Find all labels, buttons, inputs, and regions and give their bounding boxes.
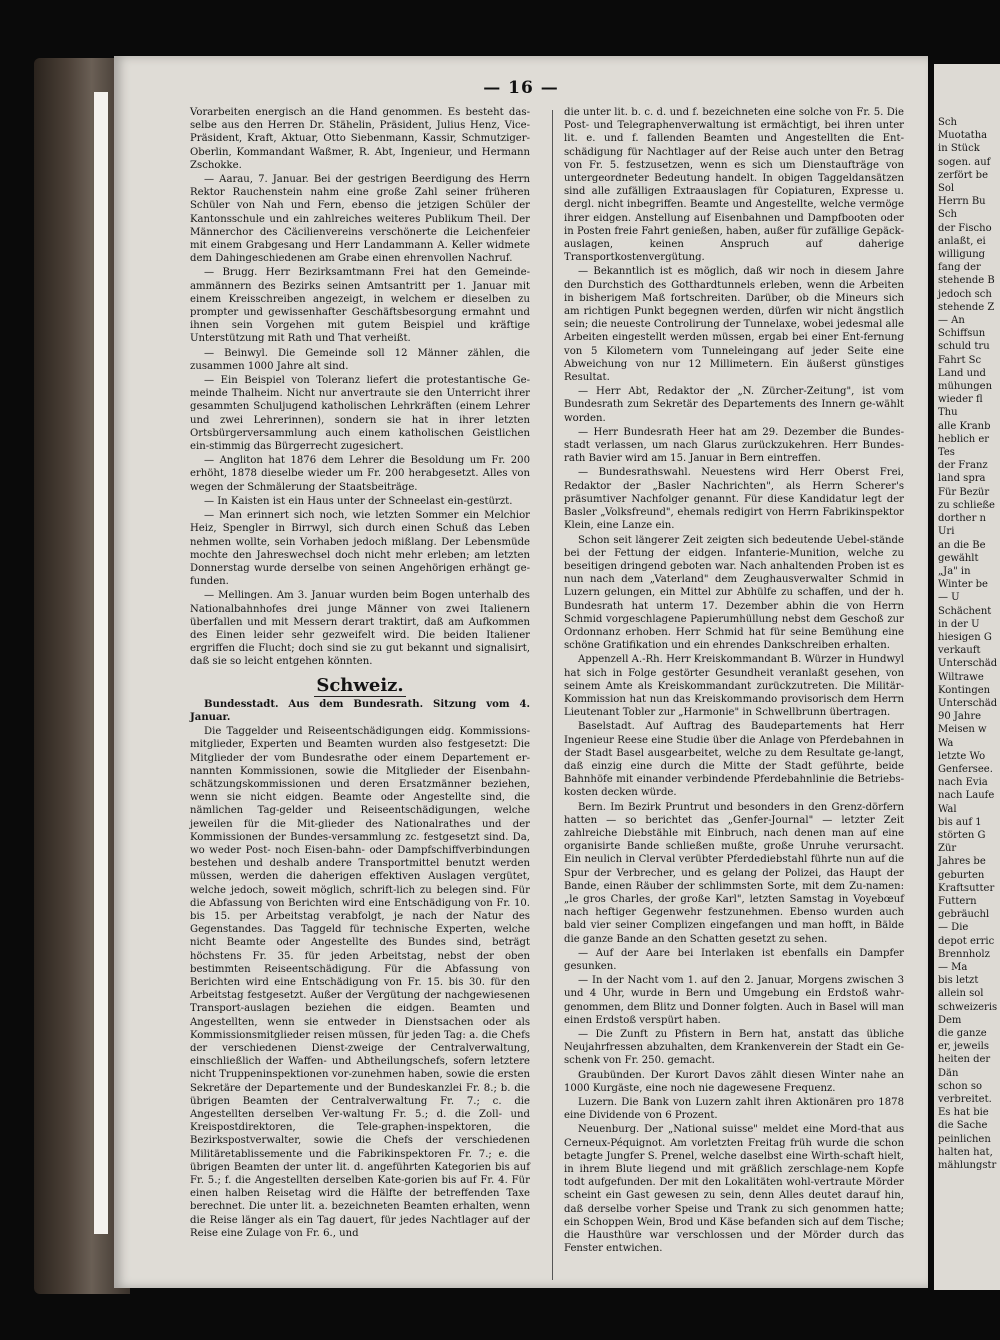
next-page-fragment: Uri [938, 526, 955, 538]
next-page-fragment: alle Kranb [938, 420, 991, 432]
next-page-fragment: verkauft [938, 645, 981, 657]
next-page-fragment: bis letzt [938, 975, 979, 987]
paragraph: Bern. Im Bezirk Pruntrut und besonders in den Grenz-dörfern hatten — so berichtet das „Genfer-Journal" — letzter Zeit zahlreiche Diebstähle mit Einbruch, nach denen man auf eine organisirte Bande schließen mußte, große Unruhe verursacht. Ein neulich in Clerval verübter Pferdediebstahl führte nun auf die Spur der Verbrecher, und es gelang der Polizei, das Haupt der Bande, einen Räuber der schlimmsten Sorte, mit dem Zu-namen: „le gros Charles, der große Karl", letzten Samstag in Voyebœuf nach heftiger Gegenwehr festzunehmen. Ebenso wurden auch bald vier seiner Complizen eingefangen und man hofft, in Bälde die ganze Bande an den Schatten gesetzt zu sehen. [564, 801, 904, 945]
next-page-fragment: Schiffsun [938, 328, 986, 340]
paragraph: — Man erinnert sich noch, wie letzten Sommer ein Melchior Heiz, Spengler in Birrwyl, sich durch einen Schuß das Leben nehmen wollte, sein Vorhaben jedoch mißlang. Der Lebensmüde mochte den Jahreswechsel doch nicht mehr erleben; am letzten Donnerstag wurde derselbe von seinen Angehörigen erhängt ge-funden. [190, 510, 530, 588]
next-page-fragment: zu schließe [938, 499, 995, 511]
paragraph: Schon seit längerer Zeit zeigten sich bedeutende Uebel-stände bei der Fettung der eidgen. Infanterie-Munition, welche zu beseitigen dringend geboten war. Nach anhaltenden Proben ist es nun nach dem „Vaterland" dem Zeughausverwalter Schmid in Luzern gelungen, ein Mittel zur Abhülfe zu schaffen, und der h. Bundesrath hat unterm 17. Dezember abhin die von Herrn Schmid vorgeschlagene Papierumhüllung nebst dem Geschoß zur Ordonnanz erhoben. Herr Schmid hat für seine Bemühung eine schöne Gratifikation und ein ehrendes Dankschreiben erhalten. [564, 534, 904, 652]
next-page-fragment: er, jeweils [938, 1041, 989, 1053]
next-page-fragment: verbreitet. [938, 1094, 992, 1106]
next-page-fragment: geburten [938, 869, 985, 881]
next-page-fragment: heiten der [938, 1054, 991, 1066]
next-page-fragment: mühungen [938, 381, 993, 393]
next-page-fragment: die Sache [938, 1120, 988, 1132]
next-page-fragment: anlaßt, ei [938, 235, 986, 247]
next-page-fragment: heblich er [938, 433, 990, 445]
next-page-fragment: gebräuchl [938, 909, 990, 921]
next-page-fragment: schweizeris [938, 1001, 998, 1013]
next-page-fragment: Es hat bie [938, 1107, 989, 1119]
next-page-edge [934, 64, 1000, 1290]
paragraph: — Herr Bundesrath Heer hat am 29. Dezember die Bundes-stadt verlassen, um nach Glarus zurückzukehren. Herr Bundes-rath Bavier wird am 15. Januar in Bern eintreffen. [564, 426, 904, 465]
next-page-fragment: halten hat, [938, 1146, 993, 1158]
paragraph: — Ein Beispiel von Toleranz liefert die protestantische Ge-meinde Thalheim. Nicht nur anvertraute sie den Unterricht ihrer gesammten Schuljugend katholischen Lehrkräften (einem Lehrer und zwei Lehrerinnen), sondern sie hat in ihrer letzten Ortsbürgerversammlung auch einem katholischen Geistlichen ein-stimmig das Bürgerrecht zugesichert. [190, 375, 530, 453]
next-page-fragment: depot erric [938, 935, 995, 947]
next-page-fragment: — An [938, 315, 965, 327]
paragraph: — Bundesrathswahl. Neuestens wird Herr Oberst Frei, Redaktor der „Basler Nachrichten", als Herrn Scherer's präsumtiver Nachfolger genannt. Für diese Kandidatur legt der Basler „Volksfreund", ehemals redigirt von Herrn Fabrikinspektor Klein, eine Lanze ein. [564, 467, 904, 532]
next-page-fragment: stehende B [938, 275, 995, 287]
paragraph: — Brugg. Herr Bezirksamtmann Frei hat den Gemeinde-ammännern des Bezirks seinen Amtsantritt per 1. Januar mit einem Kreisschreiben angezeigt, in welchem er dieselben zu prompter und gewissenhafter Geschäftsbesorgung ermahnt und ihnen sein Vorgehen mit gutem Beispiel und kräftige Unterstützung mit Rath und That verheißt. [190, 267, 530, 345]
next-page-fragment: Wiltrawe [938, 671, 984, 683]
next-page-fragment: Für Bezür [938, 486, 990, 498]
next-page-fragment: Winter be [938, 579, 988, 591]
paragraph: — In Kaisten ist ein Haus unter der Schneelast ein-gestürzt. [204, 495, 513, 507]
next-page-fragment: Wa [938, 737, 954, 749]
next-page-fragment: Zür [938, 843, 957, 855]
next-page-fragment: Schächent [938, 605, 992, 617]
next-page-fragment: störten G [938, 829, 986, 841]
next-page-fragment: Kontingen [938, 684, 991, 696]
next-page-fragment: — U [938, 592, 960, 604]
next-page-fragment: nach Evia [938, 777, 988, 789]
left-column [190, 106, 530, 1241]
next-page-fragment: Herrn Bu [938, 196, 986, 208]
paragraph: Neuenburg. Der „National suisse" meldet eine Mord-that aus Cerneux-Péquignot. Am vorletzten Freitag früh wurde die schon betagte Jungfer S. Prenel, welche daselbst eine Wirth-schaft hielt, in ihrem Blute liegend und mit gräßlich zerschlage-nem Kopfe todt aufgefunden. Der mit den Lokalitäten wohl-vertraute Mörder scheint ein Gast gewesen zu sein, denn Alles deutet darauf hin, daß derselbe vorher Speise und Trank zu sich genommen hatte; ein Schoppen Wein, Brod und Käse befanden sich auf dem Tische; die Hausthüre war verschlossen und der Mörder durch das Fenster entwichen. [564, 1124, 904, 1255]
paragraph-lead: Bundesstadt. Aus dem Bundesrath. Sitzung vom 4. Januar. [190, 698, 530, 723]
right-column [564, 106, 904, 1256]
section-heading [190, 674, 530, 696]
next-page-fragment: der Franz [938, 460, 988, 472]
next-page-fragment: dorther n [938, 513, 986, 525]
next-page-fragment: Genfersee. [938, 763, 993, 775]
next-page-fragment: stehende Z [938, 301, 995, 313]
paragraph: — In der Nacht vom 1. auf den 2. Januar, Morgens zwischen 3 und 4 Uhr, wurde in Bern und Umgebung ein Erdstoß wahr-genommen, dem Blitz und Donner folgten. Auch in Basel will man einen Erdstoß verspürt haben. [564, 975, 904, 1026]
column-rule [552, 110, 553, 1280]
next-page-fragment: Sch [938, 209, 957, 221]
next-page-fragment: Dän [938, 1067, 959, 1079]
next-page-fragment: zerfört be [938, 169, 988, 181]
next-page-fragment: letzte Wo [938, 750, 986, 762]
next-page-fragment: wieder fl [938, 394, 983, 406]
next-page-fragment: land spra [938, 473, 986, 485]
next-page-fragment: Futtern [938, 895, 977, 907]
paragraph: Appenzell A.-Rh. Herr Kreiskommandant B. Würzer in Hundwyl hat sich in Folge gestörter Gesundheit veranlaßt gesehen, von seinem Amte als Kreiskommandant zurückzutreten. Die Militär-Kommission hat nun das Kreiskommando provisorisch dem Herrn Lieutenant Tobler zur „Harmonie" in Schwellbrunn übertragen. [564, 654, 904, 719]
newspaper-page [114, 56, 928, 1288]
page-edge-strip [94, 92, 108, 1234]
paragraph: — Mellingen. Am 3. Januar wurden beim Bogen unterhalb des Nationalbahnhofes drei junge Männer von zwei Italienern überfallen und mit Messern derart traktirt, daß am Aufkommen des Einen leider sehr gezweifelt wird. Die beiden Italiener ergriffen die Flucht; doch sind sie zu gut bekannt und signalisirt, daß sie so leicht entgehen könnten. [190, 590, 530, 668]
paragraph: — Beinwyl. Die Gemeinde soll 12 Männer zählen, die zusammen 1000 Jahre alt sind. [190, 347, 530, 372]
next-page-fragment: mählungstr [938, 1160, 997, 1172]
next-page-fragment: Meisen w [938, 724, 987, 736]
next-page-fragment: sogen. auf [938, 156, 991, 168]
next-page-fragment: 90 Jahre [938, 711, 982, 723]
next-page-fragment: Thu [938, 407, 958, 419]
next-page-fragment: willigung [938, 249, 986, 261]
next-page-fragment: „Ja" in [938, 565, 971, 577]
page-number: — 16 — [483, 78, 559, 98]
next-page-fragment: Unterschäd [938, 658, 998, 670]
paragraph: Baselstadt. Auf Auftrag des Baudepartements hat Herr Ingenieur Reese eine Studie über die Anlage von Pferdebahnen in der Stadt Basel ausgearbeitet, welche zu dem Resultate ge-langt, daß einzig eine durch die Mitte der Stadt geführte, beide Bahnhöfe mit einander verbindende Pferdebahnlinie die Betriebs-kosten decken würde. [564, 721, 904, 799]
next-page-fragment: fang der [938, 262, 981, 274]
next-page-fragment: bis auf 1 [938, 816, 982, 828]
next-page-fragment: Muotatha [938, 130, 988, 142]
next-page-fragment: allein sol [938, 988, 984, 1000]
paragraph: Luzern. Die Bank von Luzern zahlt ihren Aktionären pro 1878 eine Dividende von 6 Prozent. [564, 1097, 904, 1122]
next-page-fragment: Tes [938, 447, 955, 459]
next-page-fragment: der Fischo [938, 222, 992, 234]
next-page-fragment: Brennholz [938, 948, 990, 960]
paragraph: Die Taggelder und Reiseentschädigungen eidg. Kommissions-mitglieder, Experten und Beamten wurden also festgesetzt: Die Mitglieder der vom Bundesrathe oder einem Departement er-nannten Kommissionen, sowie die Mitglieder der Eisenbahn-schätzungskommissionen und deren Ersatzmänner beziehen, wenn sie nicht eidgen. Beamte oder Angestellte sind, die nämlichen Tag-gelder und Reiseentschädigungen, welche jeweilen für die Mit-glieder des Nationalrathes und der Kommissionen der Bundes-versammlung zc. festgesetzt sind. Da, wo weder Post- noch Eisen-bahn- oder Dampfschiffverbindungen bestehen und deshalb andere Transportmittel benutzt werden müssen, werden die daherigen effektiven Auslagen vergütet, welche jedoch, soweit möglich, schrift-lich zu belegen sind. Für die Abfassung von Berichten wird eine Entschädigung von Fr. 10. bis 15. per Arbeitstag verabfolgt, je nach der Natur des Gegenstandes. Das Taggeld für technische Experten, welche nicht Beamte oder Angestellte des Bundes sind, beträgt höchstens Fr. 35. für jeden Arbeitstag, nebst der oben bestimmten Reiseentschädigung. Für die Abfassung von Berichten wird eine Entschädigung von Fr. 15. bis 30. für den Arbeitstag festgesetzt. Außer der Vergütung der nachgewiesenen Transport-auslagen beziehen die eidgen. Beamten und Angestellten, wenn sie entweder in Dienstsachen oder als Kommissionsmitglieder reisen müssen, für jeden Tag: a. die Chefs der verschiedenen Dienst-zweige der Centralverwaltung, einschließlich der Waffen- und Abtheilungschefs, sofern letztere nicht Truppeninspektionen vor-zunehmen haben, sowie die ersten Sekretäre der Departemente und der Bundeskanzlei Fr. 8.; b. die übrigen Beamten der Centralverwaltung Fr. 7.; c. die Angestellten derselben Ver-waltung Fr. 5.; d. die Zoll- und Kreispostdirektoren, die Tele-graphen-inspektoren, die Bezirkspostverwalter, sowie die Chefs der verschiedenen Militäretablissemente und die Fabrikinspektoren Fr. 7.; e. die übrigen Beamten der unter lit. d. angeführten Kategorien bis auf Fr. 5.; f. die Angestellten derselben Kate-gorien bis auf Fr. 4. Für einen halben Reisetag wird die Hälfte der betreffenden Taxe berechnet. Die unter lit. a. bezeichneten Beamten erhalten, wenn die Reise länger als ein Tag dauert, für jedes Nachtlager auf der Reise eine Zulage von Fr. 6., und [190, 726, 530, 1239]
next-page-fragment: jedoch sch [938, 288, 992, 300]
next-page-fragment: Wal [938, 803, 957, 815]
next-page-fragment: hiesigen G [938, 631, 992, 643]
next-page-fragment: Land und [938, 367, 986, 379]
paragraph: Vorarbeiten energisch an die Hand genommen. Es besteht das-selbe aus den Herren Dr. Stähelin, Präsident, Julius Henz, Vice-Präsident, Kraft, Aktuar, Otto Siebenmann, Kassir, Schmutziger-Oberlin, Kommandant Waßmer, R. Abt, Ingenieur, und Hermann Zschokke. [190, 107, 530, 171]
next-page-fragment: schuld tru [938, 341, 990, 353]
paragraph: Graubünden. Der Kurort Davos zählt diesen Winter nahe an 1000 Kurgäste, eine noch nie dagewesene Frequenz. [564, 1069, 904, 1094]
next-page-fragment: Unterschäd [938, 697, 998, 709]
paragraph: die unter lit. b. c. d. und f. bezeichneten eine solche von Fr. 5. Die Post- und Telegraphenverwaltung ist ermächtigt, bei ihren unter lit. e. und f. fallenden Beamten und Angestellten die Ent-schädigung für Nachtlager auf der Reise auch unter den Betrag von Fr. 5. festzusetzen, wenn es sich um Dienstaufträge von untergeordneter Bedeutung handelt. In obigen Taggeldansätzen sind alle zufälligen Extraauslagen für Copiaturen, Expresse u. dergl. nicht inbegriffen. Beamte und Angestellte, welche vermöge ihrer eidgen. Anstellung auf Eisenbahnen und Dampfbooten oder in Posten freie Fahrt genießen, haben, außer für zufällige Gepäck-auslagen, keinen Anspruch auf daherige Transportkostenvergütung. [564, 107, 904, 264]
next-page-fragment: die ganze [938, 1028, 987, 1040]
next-page-fragment: an die Be [938, 539, 986, 551]
next-page-fragment: Sch [938, 117, 957, 128]
paragraph: — Angliton hat 1876 dem Lehrer die Besoldung um Fr. 200 erhöht, 1878 dieselbe wieder um Fr. 200 herabgesetzt. Alles von wegen der Schmälerung der Staatsbeiträge. [190, 455, 530, 493]
paragraph: — Bekanntlich ist es möglich, daß wir noch in diesem Jahre den Durchstich des Gotthardtunnels erleben, wenn die Arbeiten in bisherigem Maß fortschreiten. Darüber, ob die Mineurs sich am richtigen Punkt begegnen werden, dürfen wir nicht ängstlich sein; die neueste Controlirung der Tunnelaxe, wobei jedesmal alle Arbeiten eingestellt werden müssen, ergab bei einer Ent-fernung von 5 Kilometern vom Tunneleingang auf jeder Seite eine Abweichung von nur 12 Millimetern. Ein äußerst günstiges Resultat. [564, 266, 904, 384]
next-page-fragment: gewählt [938, 552, 979, 564]
next-page-fragment: Sol [938, 183, 955, 195]
next-page-fragment: schon so [938, 1080, 982, 1092]
next-page-fragment: Dem [938, 1014, 962, 1026]
paragraph: — Die Zunft zu Pfistern in Bern hat, anstatt das übliche Neujahrfressen abzuhalten, dem Krankenverein der Stadt ein Ge-schenk von Fr. 250. gemacht. [564, 1029, 904, 1067]
next-page-fragment: — Die [938, 922, 969, 934]
next-page-fragment: Jahres be [938, 856, 986, 868]
next-page-fragment: in Stück [938, 143, 980, 155]
next-page-fragment: Kraftsutter [938, 882, 995, 894]
paragraph: — Auf der Aare bei Interlaken ist ebenfalls ein Dampfer gesunken. [564, 947, 904, 972]
next-page-fragment: peinlichen [938, 1133, 991, 1145]
next-page-fragment: nach Laufe [938, 790, 995, 802]
next-page-fragment: Fahrt Sc [938, 354, 982, 366]
next-page-fragment: in der U [938, 618, 980, 630]
section-heading-text: Schweiz. [316, 674, 404, 696]
paragraph: — Herr Abt, Redaktor der „N. Zürcher-Zeitung", ist vom Bundesrath zum Sekretär des Departements des Innern ge-wählt worden. [564, 386, 904, 424]
next-page-fragment: — Ma [938, 962, 968, 973]
paragraph: — Aarau, 7. Januar. Bei der gestrigen Beerdigung des Herrn Rektor Rauchenstein nahm eine große Zahl seiner früheren Schüler von Nah und Fern, ebenso die jetzigen Schüler der Kantonsschule und ein zahlreiches weiteres Publikum Theil. Der Männerchor des Cäcilienvereins verschönerte die Leichenfeier mit einem Grabgesang und Herr Landammann A. Keller widmete dem Dahingeschiedenen am Grabe einen ehrenvollen Nachruf. [190, 174, 530, 265]
